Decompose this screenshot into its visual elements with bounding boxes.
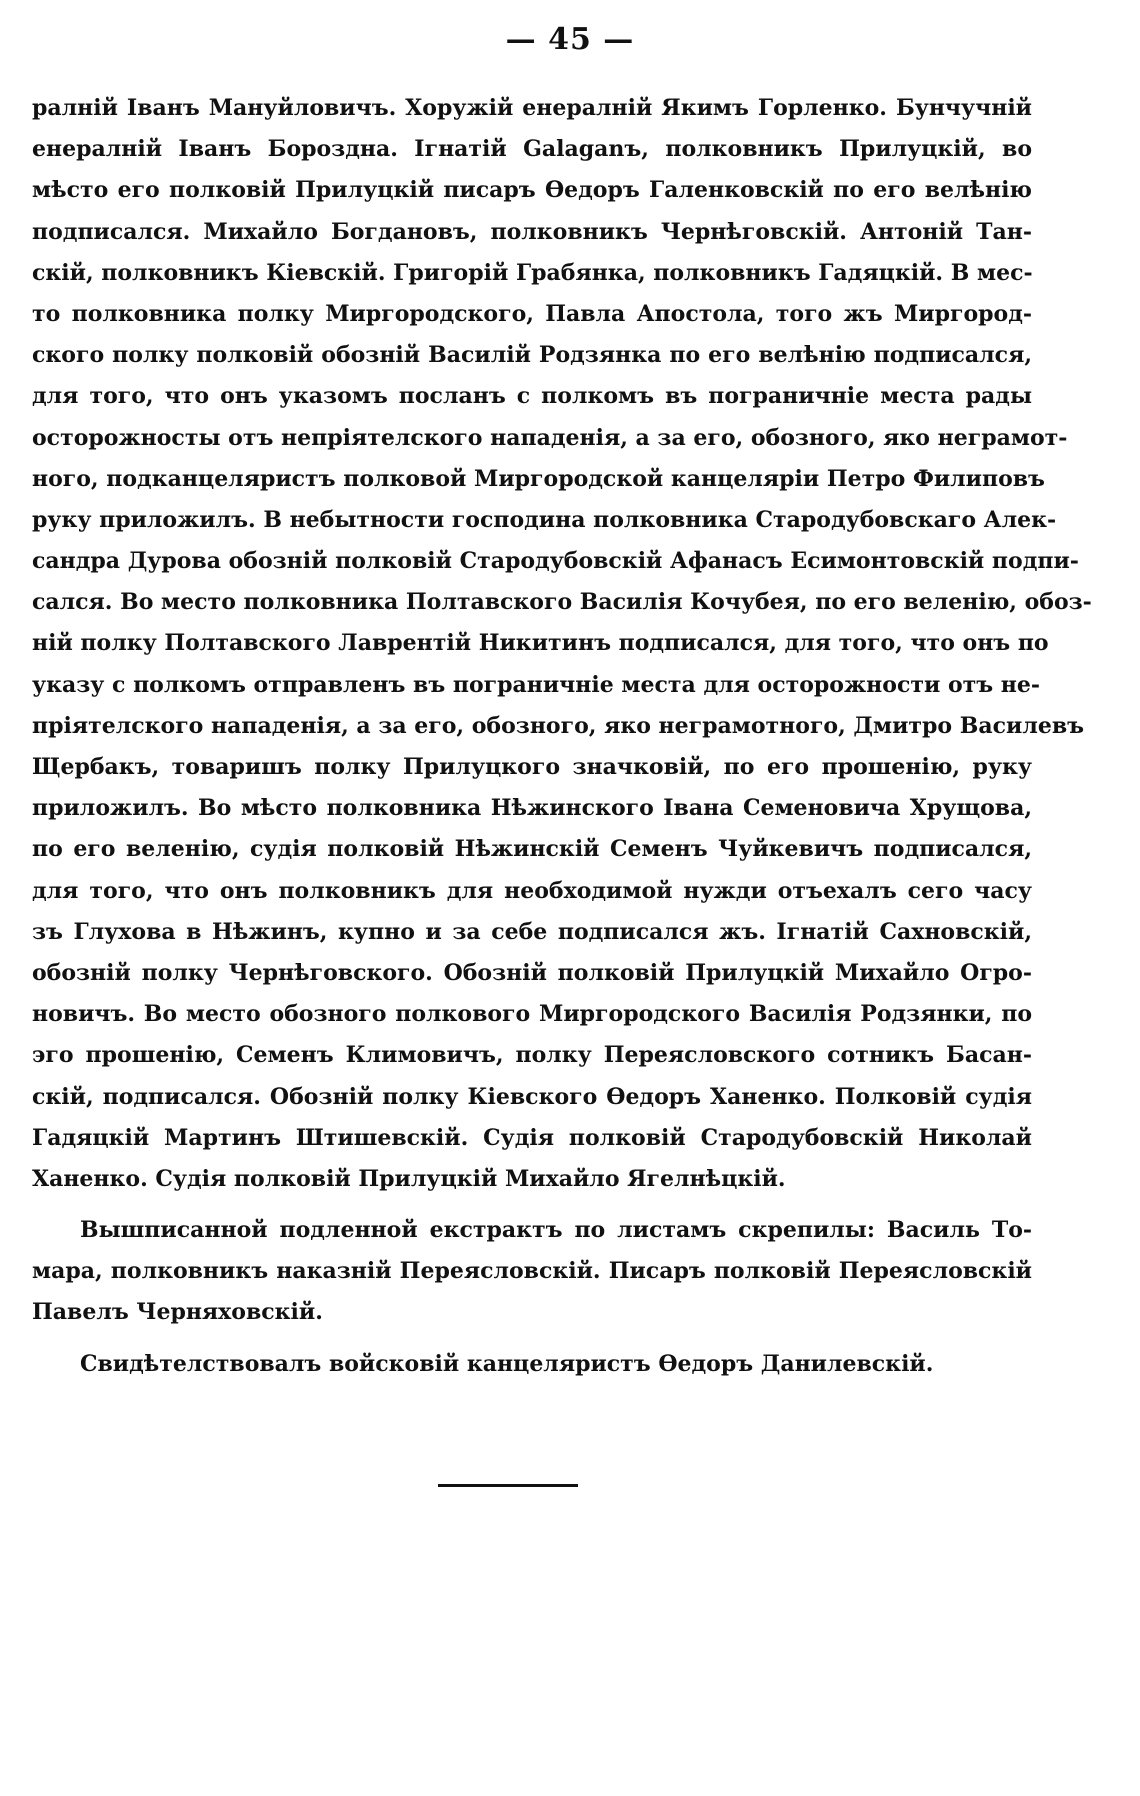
- text-line: по его веленію, судія полковій Нѣжинскій Семенъ Чуйкевичъ подписался,: [32, 836, 1032, 863]
- text-line: зъ Глухова в Нѣжинъ, купно и за себе подписался жъ. Ігнатій Сахновскій,: [32, 918, 1032, 945]
- paragraph-main: [32, 88, 1092, 1200]
- page-number: — 45 —: [505, 22, 635, 57]
- text-line: осторожносты отъ непріятелского нападенія, а за его, обозного, яко неграмот-: [32, 424, 1068, 451]
- text-body: [32, 88, 1092, 1385]
- text-line: мара, полковникъ наказній Переясловскій. Писаръ полковій Переясловскій: [32, 1258, 1032, 1285]
- text-line: Свидѣтелствовалъ войсковій канцеляристъ Өедоръ Данилевскій.: [80, 1350, 934, 1377]
- text-line: сался. Во место полковника Полтавского Василія Кочубея, по его веленію, обоз-: [32, 589, 1092, 616]
- text-line: ного, подканцеляристъ полковой Миргородской канцеляріи Петро Филиповъ: [32, 465, 1045, 492]
- text-line: Павелъ Черняховскій.: [32, 1299, 323, 1326]
- text-line: сандра Дурова обозній полковій Стародубовскій Афанасъ Есимонтовскій подпи-: [32, 548, 1079, 575]
- text-line: руку приложилъ. В небытности господина полковника Стародубовскаго Алек-: [32, 506, 1057, 533]
- text-line: Щербакъ, товаришъ полку Прилуцкого значковій, по его прошенію, руку: [32, 754, 1032, 780]
- text-line: то полковника полку Миргородского, Павла Апостола, того жъ Миргород-: [32, 300, 1032, 327]
- paragraph-extract-note: [32, 1210, 1032, 1334]
- text-line: приложилъ. Во мѣсто полковника Нѣжинского Івана Семеновича Хрущова,: [32, 795, 1032, 822]
- text-line: Ханенко. Судія полковій Прилуцкій Михайло Ягелнѣцкій.: [32, 1165, 786, 1192]
- text-line: указу с полкомъ отправленъ въ пограничніе места для осторожности отъ не-: [32, 671, 1041, 698]
- text-line: енералній Іванъ Бороздна. Ігнатій Galaganъ, полковникъ Прилуцкій, во: [32, 136, 1032, 163]
- paragraph-attestation: [32, 1344, 1032, 1385]
- text-line: скій, подписался. Обозній полку Кіевского Өедоръ Ханенко. Полковій судія: [32, 1083, 1032, 1110]
- text-line: ралній Іванъ Мануйловичъ. Хоружій енералній Якимъ Горленко. Бунчучній: [32, 95, 1032, 121]
- text-line: скій, полковникъ Кіевскій. Григорій Грабянка, полковникъ Гадяцкій. В мес-: [32, 259, 1033, 286]
- text-line: новичъ. Во место обозного полкового Миргородского Василія Родзянки, по: [32, 1001, 1032, 1028]
- text-line: мѣсто его полковій Прилуцкій писаръ Өедоръ Галенковскій по его велѣнію: [32, 177, 1032, 204]
- text-line: для того, что онъ полковникъ для необходимой нужди отъехалъ сего часу: [32, 877, 1032, 904]
- text-line: пріятелского нападенія, а за его, обозного, яко неграмотного, Дмитро Василевъ: [32, 712, 1084, 739]
- text-line: ского полку полковій обозній Василій Родзянка по его велѣнію подписался,: [32, 342, 1032, 369]
- text-line: обозній полку Чернѣговского. Обозній полковій Прилуцкій Михайло Огро-: [32, 959, 1032, 986]
- text-line: для того, что онъ указомъ посланъ с полкомъ въ пограничніе места рады: [32, 383, 1032, 410]
- text-line: эго прошенію, Семенъ Климовичъ, полку Переясловского сотникъ Басан-: [32, 1042, 1032, 1069]
- text-line: подписался. Михайло Богдановъ, полковникъ Чернѣговскій. Антоній Тан-: [32, 218, 1032, 245]
- text-line: Гадяцкій Мартинъ Штишевскій. Судія полковій Стародубовскій Николай: [32, 1124, 1032, 1151]
- separator-rule: [438, 1484, 578, 1487]
- text-line: ній полку Полтавского Лаврентій Никитинъ подписался, для того, что онъ по: [32, 630, 1049, 657]
- paragraph-gap: [32, 1200, 1032, 1210]
- text-line: Вышписанной подленной екстрактъ по листамъ скрепилы: Василь То-: [80, 1217, 1032, 1244]
- paragraph-gap: [32, 1334, 1032, 1344]
